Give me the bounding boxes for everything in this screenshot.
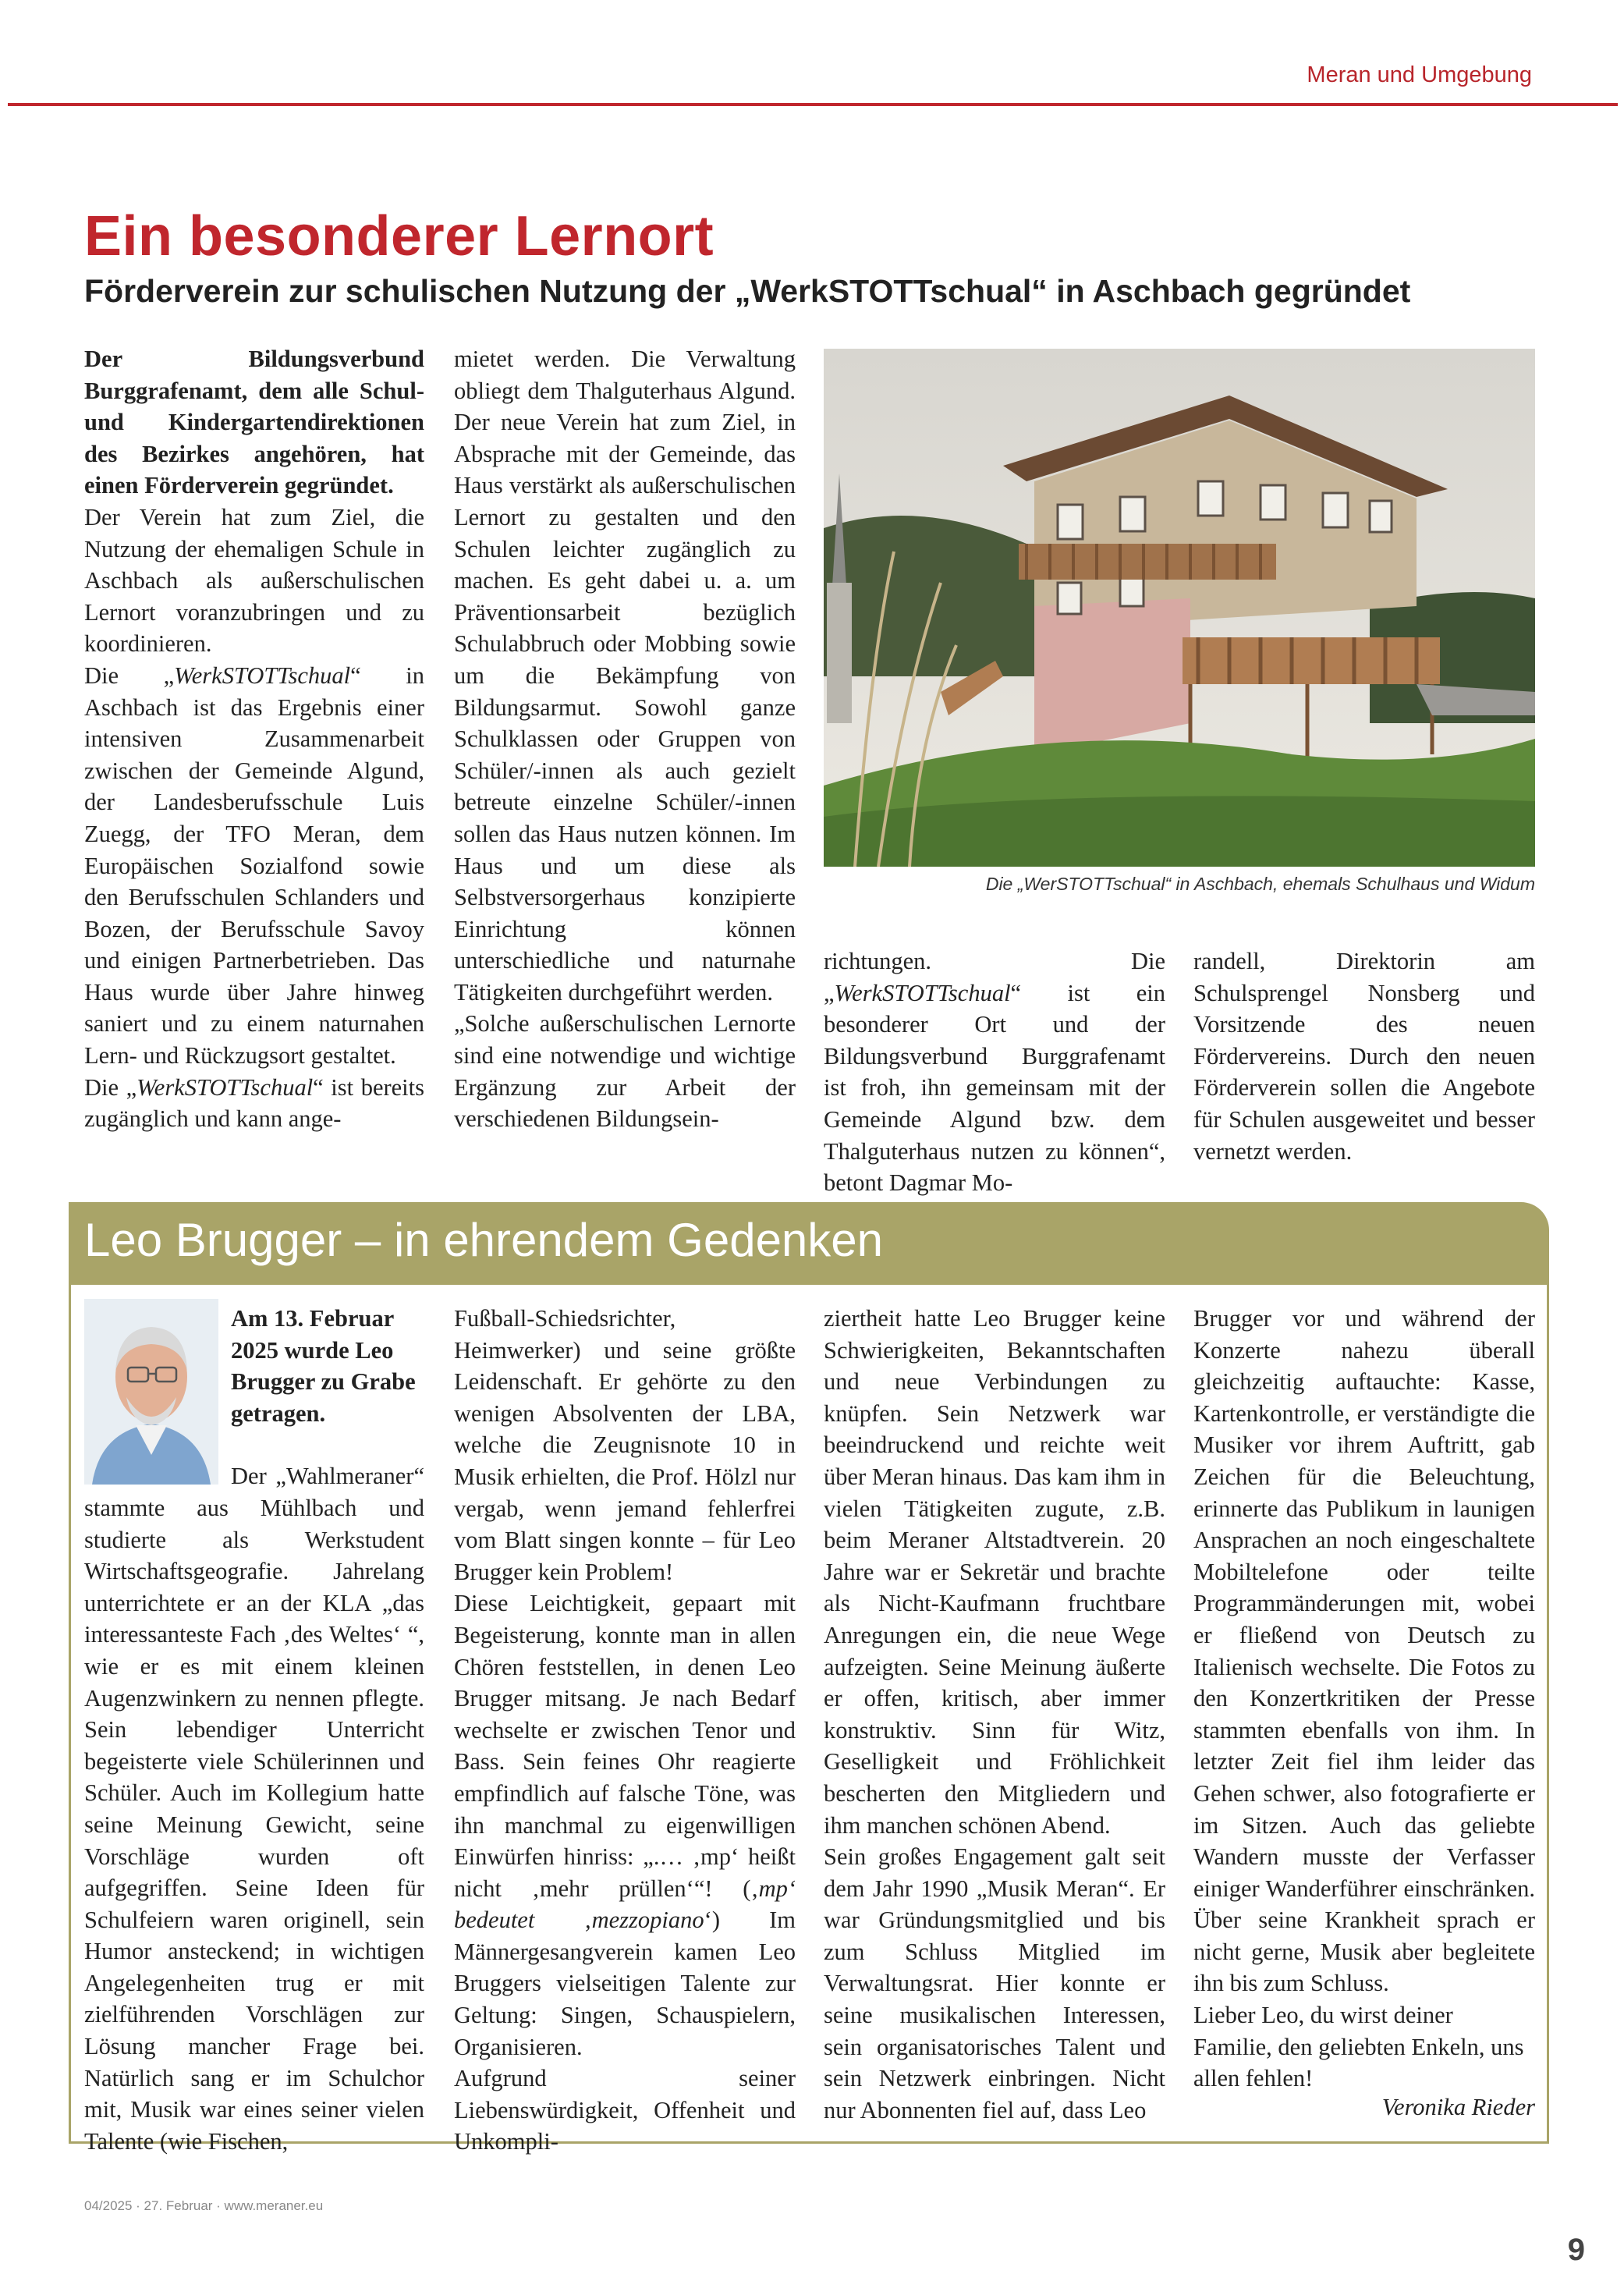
article-subtitle: Förderverein zur schulischen Nutzung der „WerkSTOTTschual“ in Aschbach gegründet bbox=[84, 273, 1411, 309]
article1-paragraph: mietet werden. Die Verwaltung obliegt dem Thalguterhaus Algund. Der neue Verein hat zum Ziel, in Absprache mit der Gemeinde, das Haus verstärkt als außerschulischen Lernort zu gestalten und den Schulen leichter zugänglich zu machen. Es geht dabei u. a. um Präventionsarbeit bezüglich Schulabbruch oder Mobbing sowie um die Bekämpfung von Bildungsarmut. Sowohl ganze Schulklassen oder Gruppen von Schüler/-innen als auch gezielt betreute einzelne Schüler/-innen sollen das Haus nutzen können. Im Haus und um diese als Selbstversorgerhaus konzipierte Einrichtung können unterschiedliche und naturnahe Tätigkeiten durchgeführt werden. bbox=[454, 346, 796, 1006]
author-signature: Veronika Rieder bbox=[1381, 2094, 1535, 2120]
obituary-lead: Am 13. Februar 2025 wurde Leo Brugger zu Grabe getragen. bbox=[231, 1305, 416, 1427]
obituary-paragraph: Aufgrund seiner Liebenswürdigkeit, Offenheit und Unkompli- bbox=[454, 2065, 796, 2155]
text-run: Die „ bbox=[84, 662, 175, 689]
page-number: 9 bbox=[1567, 2233, 1585, 2267]
text-run: richtungen. Die „ bbox=[824, 948, 1165, 1006]
text-run: Diese Leichtigkeit, gepaart mit Begeisterung, konnte man in allen Chören feststellen, in denen Leo Brugger mitsang. Je nach Bedarf wechselte er zwischen Tenor und Bass. Sein feines Ohr reagierte empfindlich auf falsche Töne, was ihn manchmal zu eigenwilligen Einwürfen hinriss: „.… ‚mp‘ heißt nicht ‚mehr prüllen‘“! (‚ bbox=[454, 1590, 796, 1902]
article1-paragraph: randell, Direktorin am Schulsprengel Nonsberg und Vorsitzende des neuen Fördervereins. Durch den neuen Förderverein sollen die Angebote für Schulen ausgeweitet und besser vernetzt werden. bbox=[1193, 948, 1535, 1165]
article1-paragraph: Der Verein hat zum Ziel, die Nutzung der ehemaligen Schule in Aschbach als außerschulischen Lernort voranzubringen und zu koordinieren. bbox=[84, 503, 424, 658]
obituary-column-2 bbox=[454, 1303, 796, 2158]
obituary-paragraph: Brugger vor und während der Konzerte nahezu überall gleichzeitig auftauchte: Kasse, Kartenkontrolle, er verständigte die Musiker vor ihrem Auftritt, gab Zeichen für die Beleuchtung, erinnerte das Publikum in launigen Ansprachen an noch eingeschaltete Mobiltelefone oder teilte Programmänderungen mit, wobei er fließend von Deutsch zu Italienisch wechselte. Die Fotos zu den Konzertkritiken der Presse stammten ebenfalls von ihm. In letzter Zeit fiel ihm leider das Gehen schwer, also fotografierte er im Sitzen. Auch das geliebte Wandern musste der Verfasser einiger Wanderführer einschränken. Über seine Krankheit sprach er nicht gerne, Musik aber begleitete ihn bis zum Schluss. bbox=[1193, 1305, 1535, 1997]
article-title: Ein besonderer Lernort bbox=[84, 205, 714, 268]
italic-run: WerkSTOTTschual bbox=[174, 662, 351, 689]
obituary-paragraph: Fußball-Schiedsrichter, Heimwerker) und seine größte Leidenschaft. Er gehörte zu den wenigen Absolventen der LBA, welche die Zeugnisnote 10 in Musik erhielten, die Prof. Hölzl nur vergab, wenn jemand fehlerfrei vom Blatt singen konnte – für Leo Brugger kein Problem! bbox=[454, 1305, 796, 1585]
text-run: Die „ bbox=[84, 1073, 137, 1101]
article1-column-3 bbox=[824, 945, 1165, 1199]
obituary-column-4 bbox=[1193, 1303, 1535, 2095]
article1-column-4 bbox=[1193, 945, 1535, 1167]
italic-run: mp‘ bedeutet ‚mezzopiano bbox=[454, 1875, 796, 1934]
section-label: Meran und Umgebung bbox=[1307, 62, 1532, 87]
obituary-banner bbox=[69, 1202, 1549, 1285]
italic-run: WerkSTOTTschual bbox=[834, 979, 1011, 1006]
text-run: ‘) Im Männergesangverein kamen Leo Bruggers vielseitigen Talente zur Geltung: Singen, Schauspielern, Organisieren. bbox=[454, 1907, 796, 2060]
text-run: “ ist ein besonderer Ort und der Bildungsverbund Burggrafenamt ist froh, ihn gemeinsam mit der Gemeinde Algund bzw. dem Thalguterhaus nutzen zu können“, betont Dagmar Mo- bbox=[824, 979, 1165, 1197]
obituary-title: Leo Brugger – in ehrendem Gedenken bbox=[84, 1214, 884, 1266]
text-run: “ in Aschbach ist das Ergebnis einer intensiven Zusammenarbeit zwischen der Gemeinde Algund, der Landesberufsschule Luis Zuegg, der TFO Meran, dem Europäischen Sozialfond sowie den Berufsschulen Schlanders und Bozen, der Berufsschule Savoy und einigen Partnerbetrieben. Das Haus wurde über Jahre hinweg saniert und zu einem naturnahen Lern- und Rückzugsort gestaltet. bbox=[84, 662, 424, 1070]
obituary-paragraph: Sein großes Engagement galt seit dem Jahr 1990 „Musik Meran“. Er war Gründungsmitglied und bis zum Schluss Mitglied im Verwaltungsrat. Hier konnte er seine musikalischen Interessen, sein organisatorisches Talent und sein Netzwerk einbringen. Nicht nur Abonnenten fiel auf, dass Leo bbox=[824, 1843, 1165, 2123]
article1-paragraph: „Solche außerschulischen Lernorte sind eine notwendige und wichtige Ergänzung zur Arbeit der verschiedenen Bildungsein- bbox=[454, 1010, 796, 1133]
house-photo bbox=[824, 349, 1535, 867]
house-illustration bbox=[824, 349, 1535, 867]
article1-column-2 bbox=[454, 343, 796, 1135]
text-run: “ ist bereits zugänglich und kann ange- bbox=[84, 1073, 425, 1133]
obituary-column-1 bbox=[84, 1303, 424, 2157]
italic-run: WerkSTOTTschual bbox=[137, 1073, 314, 1101]
obituary-paragraph bbox=[454, 1587, 796, 2063]
header-divider bbox=[8, 103, 1618, 106]
article1-paragraph bbox=[84, 1072, 424, 1135]
issue-info: 04/2025 · 27. Februar · www.meraner.eu bbox=[84, 2198, 324, 2213]
photo-caption: Die „WerSTOTTschual“ in Aschbach, ehemals Schulhaus und Widum bbox=[985, 874, 1535, 894]
article1-column-1 bbox=[84, 343, 424, 1135]
obituary-paragraph: Der „Wahlmeraner“ stammte aus Mühlbach und studierte als Werkstudent Wirtschaftsgeografie. Jahrelang unterrichtete er an der KLA „das interessanteste Fach ‚des Weltes‘ “, wie er es mit einem kleinen Augenzwinkern zu nennen pflegte. Sein lebendiger Unterricht begeisterte viele Schülerinnen und Schüler. Auch im Kollegium hatte seine Meinung Gewicht, seine Vorschläge wurden oft aufgegriffen. Seine Ideen für Schulfeiern waren originell, sein Humor ansteckend; in wichtigen Angelegenheiten trug er mit zielführenden Vorschlägen zur Lösung mancher Frage bei. Natürlich sang er im Schulchor mit, Musik war eines seiner vielen Talente (wie Fischen, bbox=[84, 1463, 424, 2155]
obituary-paragraph: ziertheit hatte Leo Brugger keine Schwierigkeiten, Bekanntschaften und neue Verbindungen zu knüpfen. Sein Netzwerk war beeindruckend und reichte weit über Meran hinaus. Das kam ihm in vielen Tätigkeiten zugute, z.B. beim Meraner Altstadtverein. 20 Jahre war er Sekretär und brachte als Nicht-Kaufmann fruchtbare Anregungen ein, die neue Wege aufzeigten. Seine Meinung äußerte er offen, kritisch, aber immer konstruktiv. Sinn für Witz, Geselligkeit und Fröhlichkeit bescherten den Mitgliedern und ihm manchen schönen Abend. bbox=[824, 1305, 1165, 1839]
article1-paragraph bbox=[824, 945, 1165, 1199]
obituary-column-3 bbox=[824, 1303, 1165, 2126]
article1-paragraph bbox=[84, 660, 424, 1072]
obituary-paragraph: Lieber Leo, du wirst deiner Familie, den geliebten Enkeln, uns allen fehlen! bbox=[1193, 2002, 1524, 2092]
article1-lead: Der Bildungsverbund Burggrafenamt, dem alle Schul- und Kindergartendirektionen des Bezirkes angehören, hat einen Förderverein gegründet. bbox=[84, 346, 424, 499]
